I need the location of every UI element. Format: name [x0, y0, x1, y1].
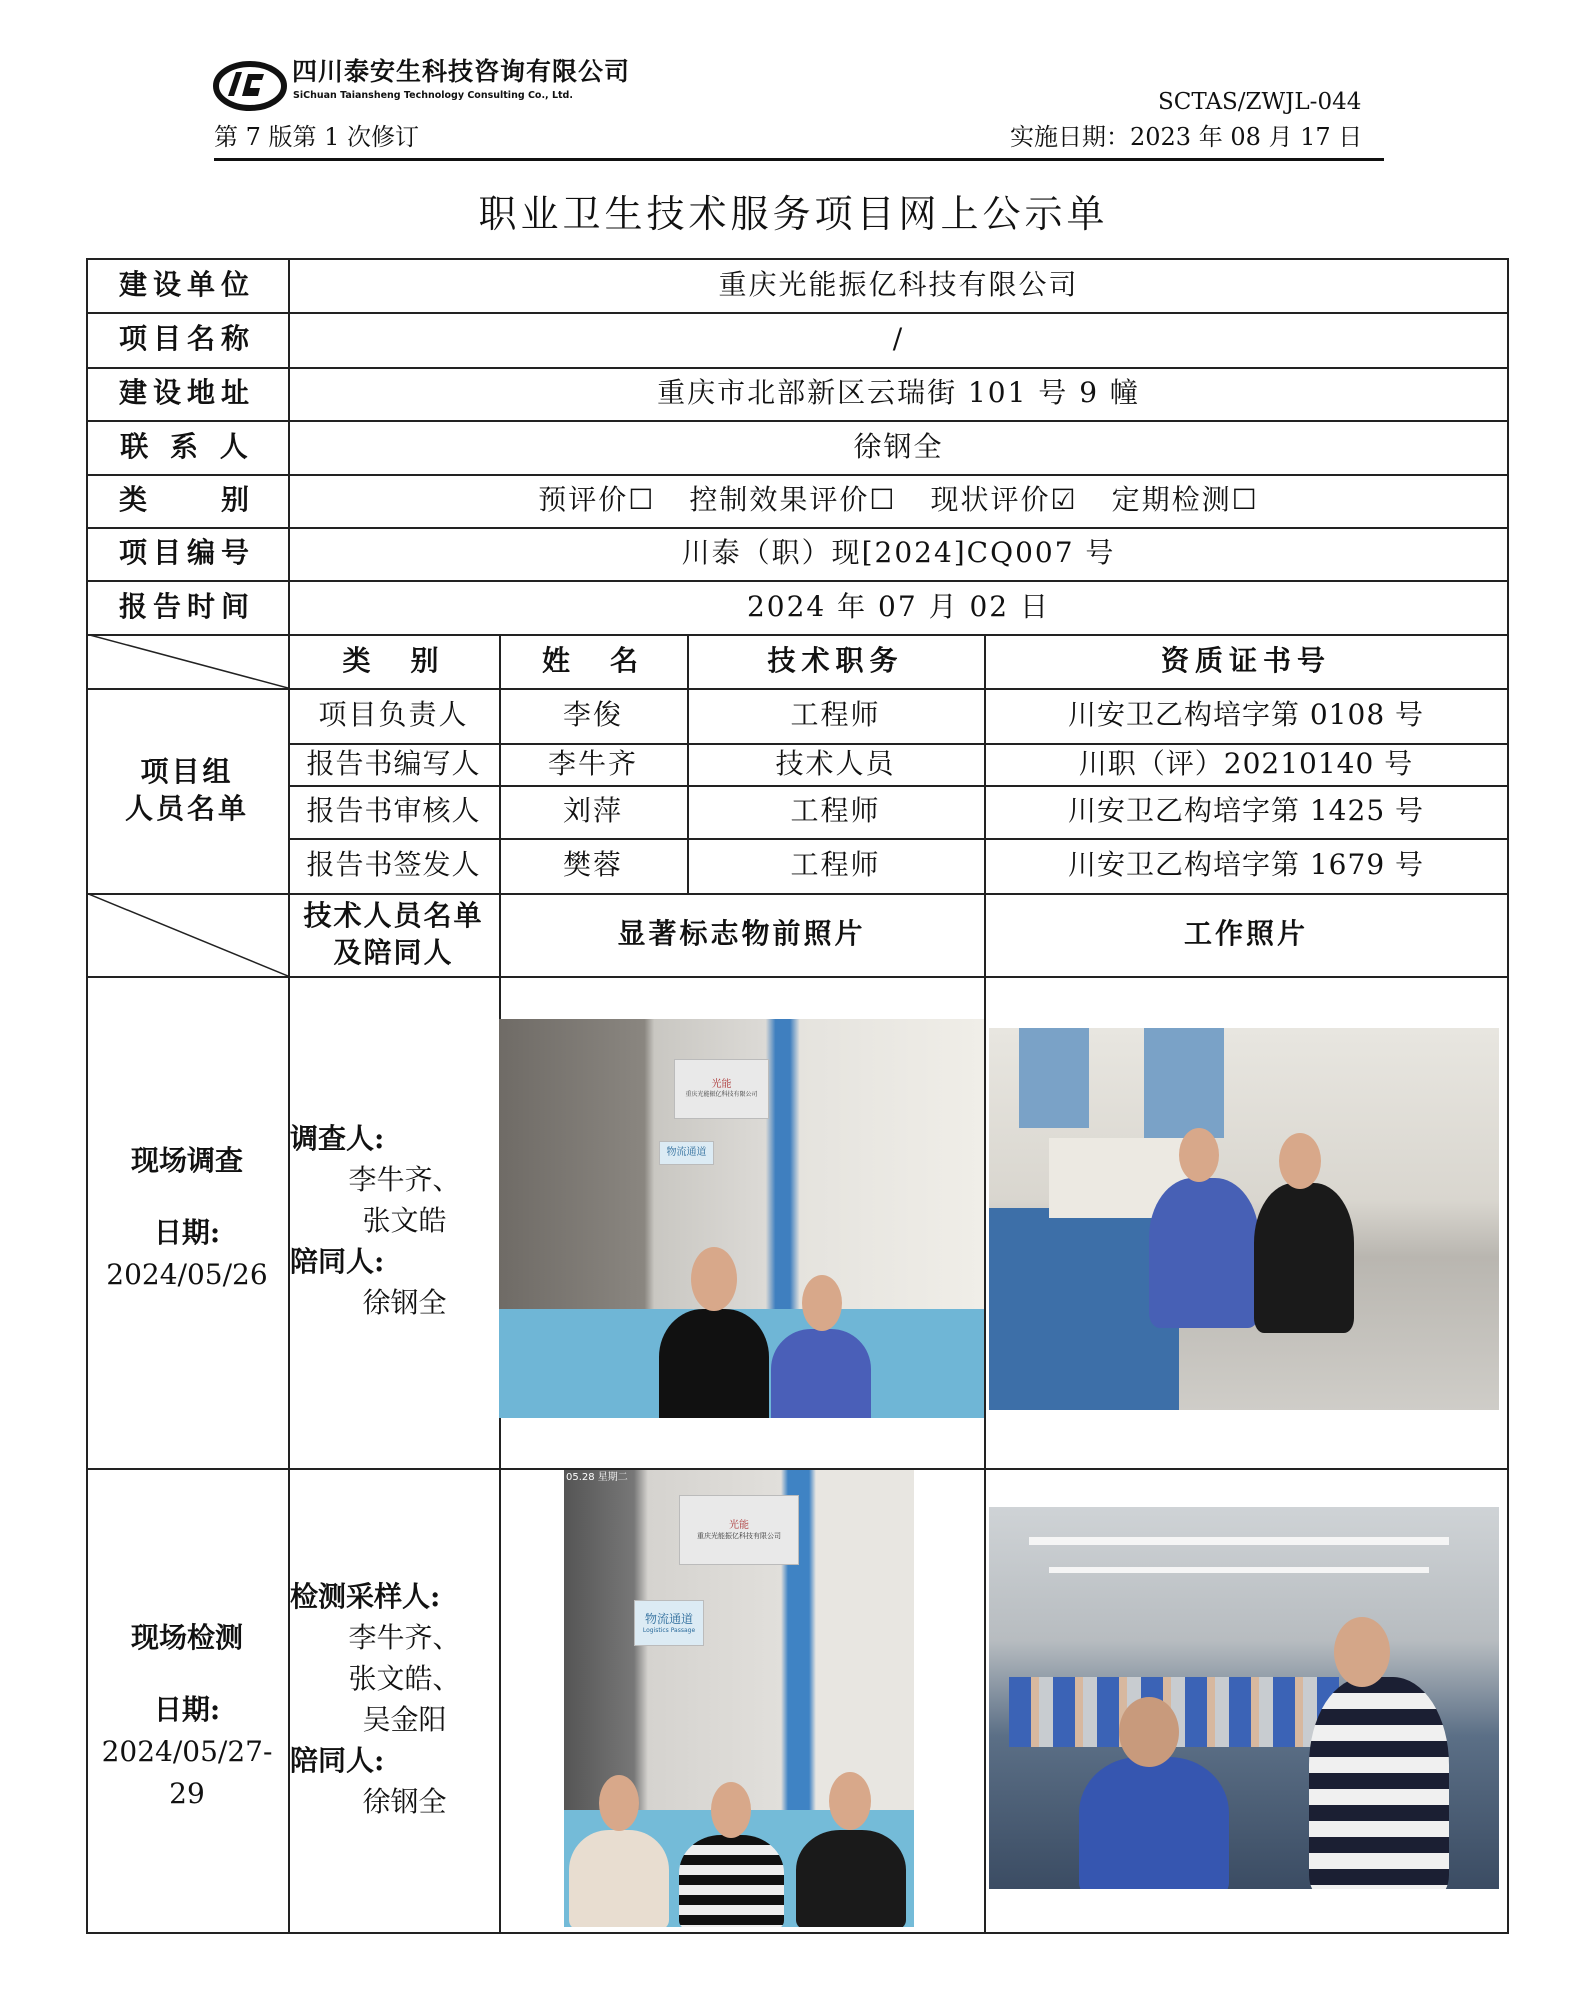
- team-header-title: 技术职务: [767, 643, 904, 677]
- value-report-time: 2024 年 07 月 02 日: [746, 589, 1051, 623]
- survey-sign-photo: [499, 1019, 984, 1418]
- implementation-date: 实施日期：2023 年 08 月 17 日: [1010, 123, 1363, 151]
- team-row-title: 技术人员: [775, 746, 896, 780]
- version-label: 第 7 版第 1 次修订: [214, 123, 420, 151]
- label-address: 建设地址: [118, 376, 255, 410]
- label-project-number: 项目编号: [118, 536, 255, 570]
- checkbox-icon: ☐: [1231, 483, 1259, 517]
- sign-company: 重庆光能振亿科技有限公司: [697, 1531, 781, 1540]
- team-row-role: 报告书审核人: [306, 794, 481, 828]
- category-periodic-testing[interactable]: 定期检测☐: [1111, 483, 1259, 517]
- team-row-name: 李俊: [562, 698, 623, 732]
- work-photo-header: 工作照片: [1183, 917, 1308, 951]
- testing-sign-photo: [564, 1470, 914, 1927]
- sign-brand: 光能: [711, 1079, 732, 1091]
- photo-timestamp: 05.28 星期二: [566, 1472, 628, 1483]
- header-divider: [214, 158, 1384, 161]
- team-header-name: 姓 名: [541, 643, 644, 677]
- escort-name: 徐钢全: [362, 1785, 447, 1818]
- team-row-name: 李牛齐: [547, 746, 638, 780]
- testing-staff: [290, 1576, 499, 1822]
- team-row-title: 工程师: [790, 698, 881, 732]
- sign-photo-header: 显著标志物前照片: [617, 917, 866, 951]
- label-project-name: 项目名称: [118, 322, 255, 356]
- team-header-category: 类 别: [342, 643, 445, 677]
- label-report-time: 报告时间: [118, 589, 255, 623]
- team-row-certificate: 川安卫乙构培字第 1679 号: [1067, 848, 1425, 882]
- testing-section: [86, 1617, 288, 1815]
- passage-sign: 物流通道: [644, 1612, 693, 1627]
- category-options: [288, 474, 1509, 527]
- value-project-number: 川泰（职）现[2024]CQ007 号: [681, 536, 1116, 570]
- diagonal-line: [86, 634, 288, 688]
- category-status-evaluation[interactable]: 现状评价☑: [930, 483, 1078, 517]
- company-name-en: SiChuan Taiansheng Technology Consulting Co., Ltd.: [293, 90, 573, 101]
- value-address: 重庆市北部新区云瑞街 101 号 9 幢: [657, 376, 1140, 410]
- escort-label: 陪同人:: [290, 1744, 385, 1777]
- passage-sign: 物流通道: [659, 1141, 714, 1165]
- team-row-role: 报告书签发人: [306, 848, 481, 882]
- sign-company: 重庆光能振亿科技有限公司: [685, 1091, 758, 1099]
- diagonal-line: [86, 893, 288, 976]
- page-title: 职业卫生技术服务项目网上公示单: [478, 192, 1109, 236]
- company-name: 四川泰安生科技咨询有限公司: [292, 57, 631, 86]
- survey-work-photo: [989, 1028, 1499, 1410]
- passage-sign-en: Logistics Passage: [642, 1626, 696, 1634]
- sampler-names: 李牛齐、 张文皓、 吴金阳: [348, 1621, 461, 1736]
- survey-section: [86, 1140, 288, 1296]
- category-control-effect[interactable]: 控制效果评价☐: [689, 483, 897, 517]
- checkbox-icon: ☐: [869, 483, 897, 517]
- team-group-label: 项目组 人员名单: [124, 755, 249, 825]
- team-row-name: 刘萍: [562, 794, 623, 828]
- team-row-title: 工程师: [790, 848, 881, 882]
- team-row-certificate: 川职（评）20210140 号: [1078, 746, 1414, 780]
- team-header-certificate: 资质证书号: [1160, 643, 1331, 677]
- testing-label: 现场检测: [130, 1621, 243, 1654]
- value-contact: 徐钢全: [853, 429, 944, 463]
- surveyor-label: 调查人:: [290, 1122, 385, 1155]
- survey-date-label: 日期:: [153, 1216, 221, 1249]
- company-logo: [212, 56, 292, 112]
- team-row-role: 报告书编写人: [306, 746, 481, 780]
- team-row-certificate: 川安卫乙构培字第 0108 号: [1067, 698, 1425, 732]
- testing-date-label: 日期:: [153, 1693, 221, 1726]
- team-row-name: 樊蓉: [562, 848, 623, 882]
- label-construction-unit: 建设单位: [118, 267, 255, 301]
- survey-label: 现场调查: [130, 1144, 243, 1177]
- escort-label: 陪同人:: [290, 1245, 385, 1278]
- sampler-label: 检测采样人:: [290, 1580, 441, 1613]
- sign-brand: 光能: [729, 1519, 749, 1531]
- label-category: 类 别: [118, 483, 255, 517]
- document-number: SCTAS/ZWJL-044: [1158, 89, 1362, 115]
- testing-date: 2024/05/27-29: [101, 1735, 273, 1810]
- label-contact: 联 系 人: [120, 429, 254, 463]
- survey-staff: [290, 1118, 499, 1323]
- surveyor-names: 李牛齐、 张文皓: [348, 1163, 461, 1237]
- survey-date: 2024/05/26: [106, 1258, 268, 1291]
- team-row-certificate: 川安卫乙构培字第 1425 号: [1067, 794, 1425, 828]
- value-project-name: /: [892, 322, 905, 356]
- team-row-role: 项目负责人: [318, 698, 469, 732]
- checkbox-icon: ☐: [628, 483, 656, 517]
- testing-work-photo: [989, 1507, 1499, 1889]
- checkbox-checked-icon: ☑: [1050, 483, 1078, 517]
- team-row-title: 工程师: [790, 794, 881, 828]
- value-construction-unit: 重庆光能振亿科技有限公司: [718, 267, 1079, 301]
- category-pre-evaluation[interactable]: 预评价☐: [538, 483, 656, 517]
- staff-header: 技术人员名单 及陪同人: [303, 899, 484, 969]
- escort-name: 徐钢全: [362, 1286, 447, 1319]
